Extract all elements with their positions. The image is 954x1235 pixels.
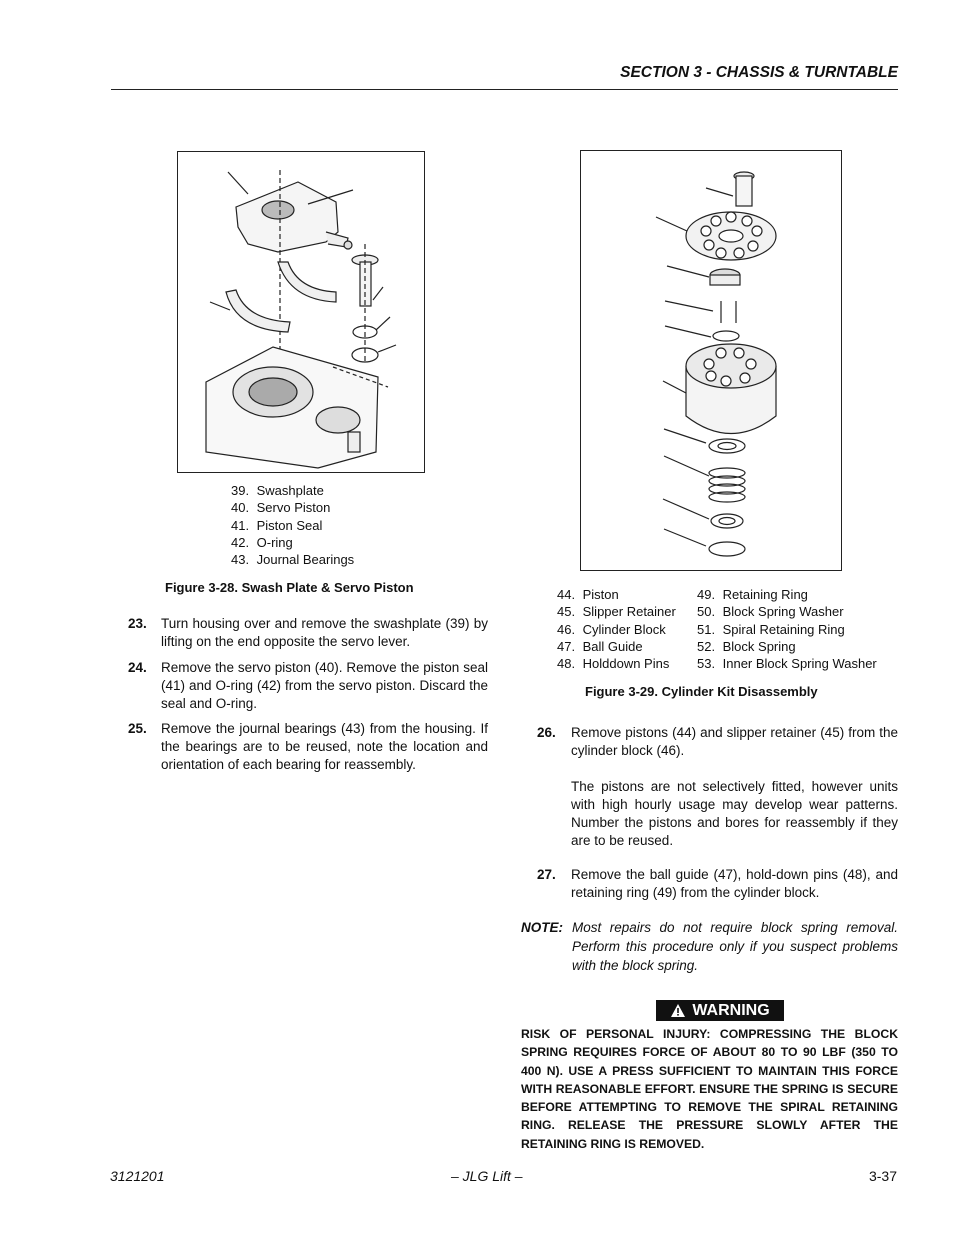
header-divider xyxy=(111,89,898,90)
figure-28-caption: Figure 3-28. Swash Plate & Servo Piston xyxy=(165,580,414,595)
step-paragraph: The pistons are not selectively fitted, however units with high hourly usage may develop wear patterns. Number the pistons and bores for reassembly if they are to be reused. xyxy=(571,779,898,848)
legend-item: 53. Inner Block Spring Washer xyxy=(697,656,877,672)
step-number: 25. xyxy=(128,721,147,736)
figure-29-caption: Figure 3-29. Cylinder Kit Disassembly xyxy=(585,684,818,699)
legend-item: 47. Ball Guide xyxy=(557,638,643,654)
legend-item: 40. Servo Piston xyxy=(231,500,331,516)
legend-item: 39. Swashplate xyxy=(231,483,324,498)
legend-item: 49. Retaining Ring xyxy=(697,587,808,602)
step-26 xyxy=(537,724,898,850)
figure-29-legend-left xyxy=(557,586,676,672)
warning-text: RISK OF PERSONAL INJURY: COMPRESSING THE BLOCK SPRING REQUIRES FORCE OF ABOUT 80 TO 90 LBF (350 TO 400 N). USE A PRESS SUFFICIENT TO MAINTAIN THIS FORCE WITH REASONABLE EFFORT. ENSURE THE SPRING IS SECURE BEFORE ATTEMPTING TO REMOVE THE SPIRAL RETAINING RING. RELEASE THE PRESSURE SLOWLY AFTER THE RETAINING RING IS REMOVED. xyxy=(521,1027,898,1151)
step-text: Remove the ball guide (47), hold-down pins (48), and retaining ring (49) from the cylinder block. xyxy=(571,867,898,900)
note-label: NOTE: xyxy=(521,920,563,935)
legend-item: 44. Piston xyxy=(557,587,619,602)
figure-cylinder-kit-illustration xyxy=(580,150,842,571)
step-23 xyxy=(128,615,488,651)
note-text: Most repairs do not require block spring removal. Perform this procedure only if you suspect problems with the block spring. xyxy=(572,920,898,973)
step-number: 24. xyxy=(128,660,147,675)
step-24 xyxy=(128,659,488,713)
step-27 xyxy=(537,866,898,902)
section-title: SECTION 3 - CHASSIS & TURNTABLE xyxy=(620,64,898,81)
legend-item: 43. Journal Bearings xyxy=(231,552,355,568)
warning-label: WARNING xyxy=(692,1001,770,1019)
figure-28-legend xyxy=(231,482,354,568)
legend-item: 41. Piston Seal xyxy=(231,517,323,533)
legend-item: 45. Slipper Retainer xyxy=(557,604,676,620)
footer-page-number: 3-37 xyxy=(868,1168,897,1184)
footer-doc-number: 3121201 xyxy=(110,1168,165,1184)
legend-item: 42. O-ring xyxy=(231,534,293,550)
legend-item: 48. Holddown Pins xyxy=(557,656,670,672)
step-text: Remove pistons (44) and slipper retainer (45) from the cylinder block (46). xyxy=(571,725,898,758)
step-number: 26. xyxy=(537,725,556,740)
figure-29-legend-right xyxy=(697,586,877,672)
figure-swashplate-illustration xyxy=(177,151,425,473)
step-number: 27. xyxy=(537,867,556,882)
step-text: Remove the servo piston (40). Remove the piston seal (41) and O-ring (42) from the servo piston. Discard the seal and O-ring. xyxy=(161,660,488,711)
step-25 xyxy=(128,720,488,774)
step-text: Turn housing over and remove the swashplate (39) by lifting on the end opposite the servo lever. xyxy=(161,616,488,649)
step-number: 23. xyxy=(128,616,147,631)
legend-item: 46. Cylinder Block xyxy=(557,621,666,637)
step-text: Remove the journal bearings (43) from the housing. If the bearings are to be reused, note the location and orientation of each bearing for reassembly. xyxy=(161,721,488,772)
footer-brand: – JLG Lift – xyxy=(451,1168,523,1184)
note-block xyxy=(521,918,898,975)
legend-item: 51. Spiral Retaining Ring xyxy=(697,621,845,637)
warning-badge xyxy=(656,1000,784,1021)
legend-item: 50. Block Spring Washer xyxy=(697,604,844,620)
legend-item: 52. Block Spring xyxy=(697,638,796,654)
warning-triangle-icon xyxy=(670,1003,686,1018)
